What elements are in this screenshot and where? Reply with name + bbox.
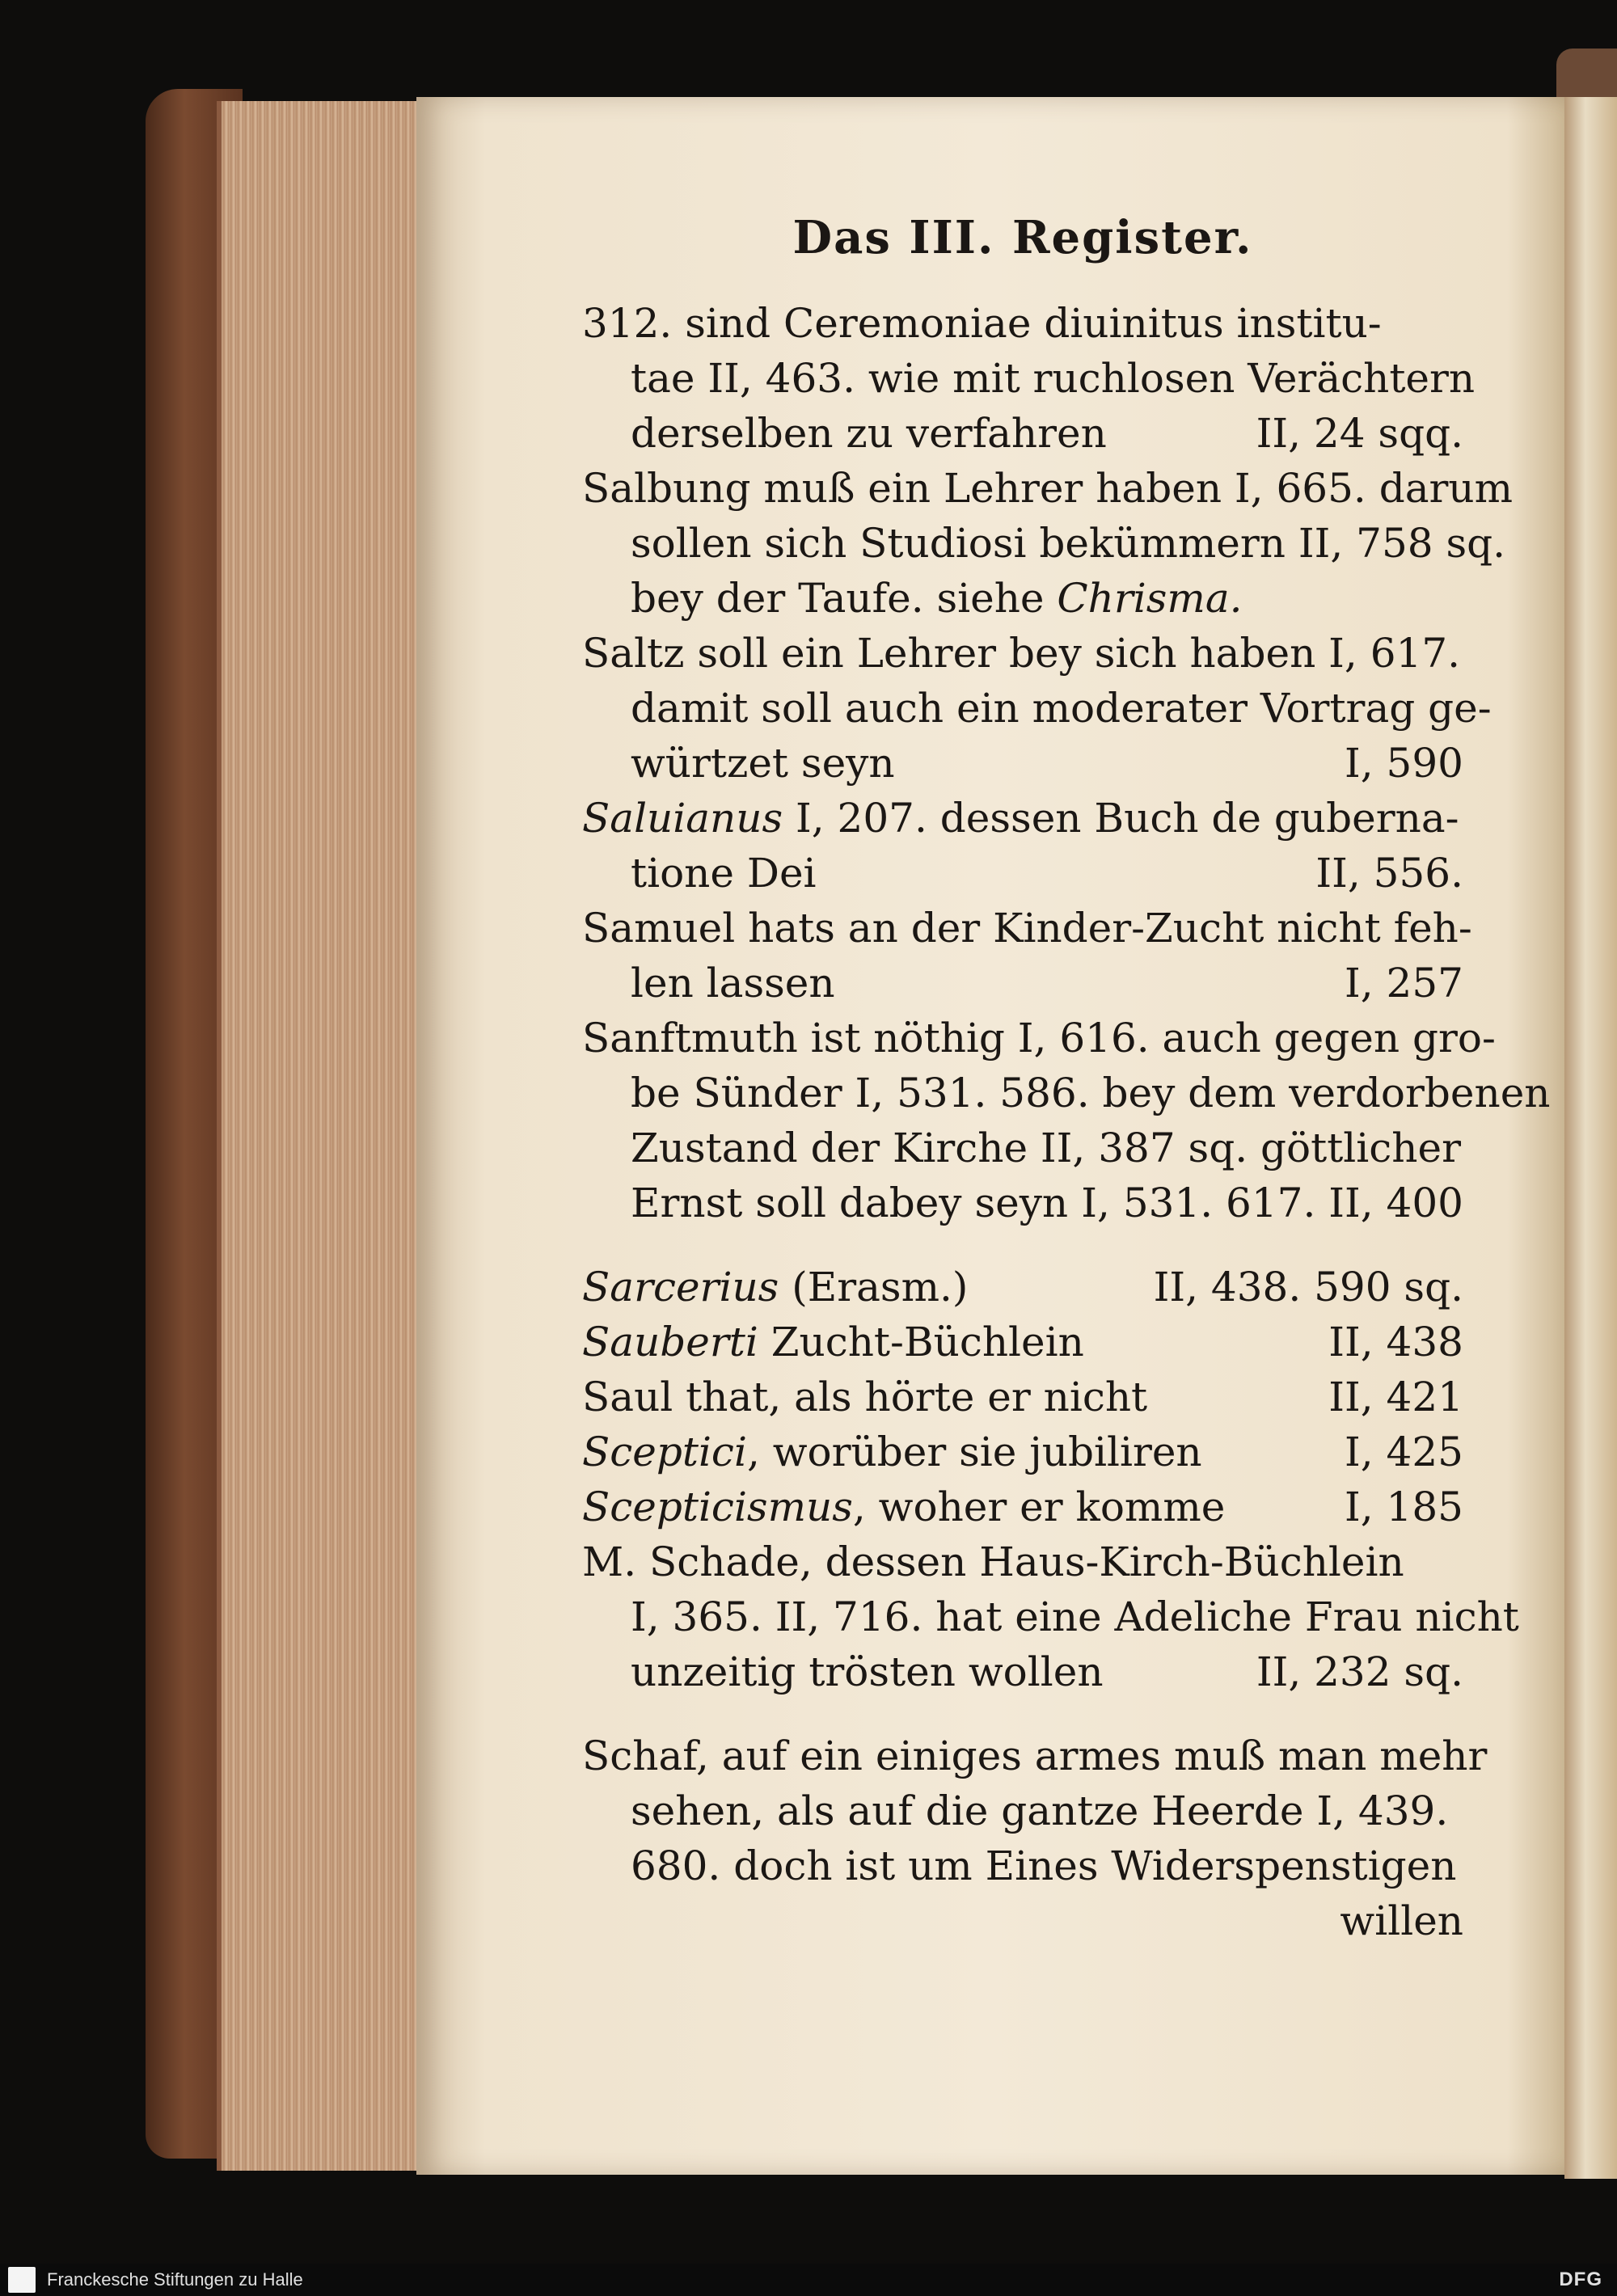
entry-text: Saltz soll ein Lehrer bey sich haben I, 617. (582, 630, 1461, 677)
register-entry (582, 901, 1472, 1011)
entry-latin-term: Sarcerius (582, 1264, 779, 1310)
register-entry (582, 1534, 1519, 1699)
entry-page-reference: I, 425 (1345, 1429, 1463, 1475)
entry-line (582, 296, 1463, 351)
dfg-logo: DFG (1559, 2269, 1602, 2290)
register-entry (582, 1370, 1463, 1424)
entry-line (582, 1121, 1463, 1175)
entry-text: Ernst soll dabey seyn (631, 1180, 1069, 1226)
entry-text: sollen sich Studiosi bekümmern II, 758 sq. (631, 520, 1506, 567)
entry-text: Salbung muß ein Lehrer haben I, 665. darum (582, 465, 1514, 512)
entry-text: Zucht-Büchlein (758, 1319, 1084, 1365)
entry-line (582, 846, 1463, 901)
entry-line (582, 406, 1463, 461)
entry-line (582, 736, 1463, 791)
entry-text: bey der Taufe. siehe (631, 575, 1058, 622)
entry-line (582, 956, 1463, 1011)
page-text (582, 186, 1551, 1948)
entry-line (582, 1260, 1463, 1315)
register-entry (582, 1424, 1463, 1479)
entry-page-reference: I, 531. 617. II, 400 (1081, 1180, 1463, 1226)
entry-text: unzeitig trösten wollen (631, 1648, 1104, 1695)
entry-page-reference: I, 185 (1345, 1484, 1463, 1530)
entry-page-reference: II, 556. (1315, 850, 1463, 897)
entry-line (582, 1838, 1463, 1893)
entry-text: Samuel hats an der Kinder-Zucht nicht feh- (582, 905, 1472, 952)
entry-text: (Erasm.) (779, 1264, 969, 1310)
entry-line (582, 571, 1463, 626)
entry-latin-term: Sceptici (582, 1429, 747, 1475)
entry-line (582, 1783, 1463, 1838)
entry-line (582, 516, 1506, 571)
institution-name: Franckesche Stiftungen zu Halle (47, 2269, 303, 2290)
entry-line (582, 901, 1472, 956)
entry-text: würtzet seyn (631, 740, 895, 787)
register-entry (582, 626, 1492, 791)
entry-line (582, 1728, 1488, 1783)
entry-line (582, 1479, 1463, 1534)
entry-line (582, 1424, 1463, 1479)
entry-line (582, 1589, 1519, 1644)
register-entries (582, 296, 1551, 1893)
entry-text: , woher er komme (852, 1484, 1226, 1530)
entry-text: , worüber sie jubiliren (746, 1429, 1202, 1475)
entry-page-reference: II, 421 (1328, 1374, 1463, 1420)
entry-text: I, 365. II, 716. hat eine Adeliche Frau nicht (631, 1593, 1519, 1640)
entry-line (582, 1534, 1463, 1589)
entry-line (582, 461, 1514, 516)
register-entry (582, 1728, 1488, 1893)
entry-line (582, 1644, 1463, 1699)
entry-text: be Sünder I, 531. 586. bey dem verdorbenen (631, 1070, 1551, 1116)
entry-page-reference: II, 24 sqq. (1256, 410, 1463, 457)
register-entry (582, 1011, 1551, 1230)
entry-line (582, 351, 1476, 406)
entry-page-reference: II, 438 (1328, 1319, 1463, 1365)
catchword: willen (1340, 1897, 1463, 1944)
institution-logo (8, 2267, 36, 2293)
entry-line (582, 1315, 1463, 1370)
entry-page-reference: I, 590 (1345, 740, 1463, 787)
entry-line (582, 791, 1463, 846)
entry-text: Zustand der Kirche II, 387 sq. göttlicher (631, 1125, 1461, 1171)
entry-line (582, 1175, 1463, 1230)
entry-text: M. Schade, dessen Haus-Kirch-Büchlein (582, 1538, 1404, 1585)
entry-text: derselben zu verfahren (631, 410, 1107, 457)
entry-text: tae II, 463. wie mit ruchlosen Verächtern (631, 355, 1476, 402)
entry-text: sehen, als auf die gantze Heerde I, 439. (631, 1787, 1449, 1834)
register-entry (582, 296, 1476, 461)
entry-page-reference: II, 232 sq. (1256, 1648, 1463, 1695)
entry-latin-term: Scepticismus (582, 1484, 853, 1530)
register-entry (582, 1479, 1463, 1534)
entry-line (582, 1370, 1463, 1424)
page-header: Das III. Register. (792, 211, 1253, 264)
entry-line (582, 1011, 1496, 1066)
entry-text: Schaf, auf ein einiges armes muß man mehr (582, 1733, 1488, 1779)
entry-text: damit soll auch ein moderater Vortrag ge- (631, 685, 1492, 732)
viewer-footer (0, 2264, 1617, 2296)
entry-text: 312. sind Ceremoniae diuinitus institu- (582, 300, 1382, 347)
entry-text: tione Dei (631, 850, 817, 897)
register-entry (582, 791, 1463, 901)
entry-page-reference: II, 438. 590 sq. (1153, 1264, 1463, 1310)
entry-latin-term: Saluianus (582, 795, 783, 842)
entry-line (582, 626, 1463, 681)
register-entry (582, 461, 1514, 626)
entry-text: Saul that, als hörte er nicht (582, 1374, 1148, 1420)
entry-line (582, 1066, 1551, 1121)
entry-page-reference: I, 257 (1345, 960, 1463, 1007)
entry-text: Sanftmuth ist nöthig I, 616. auch gegen gro- (582, 1015, 1496, 1061)
entry-line (582, 681, 1492, 736)
register-entry (582, 1315, 1463, 1370)
entry-text: 680. doch ist um Eines Widerspenstigen (631, 1842, 1457, 1889)
entry-latin-term: Sauberti (582, 1319, 758, 1365)
spine-corner (1556, 49, 1617, 97)
page-edges (217, 101, 424, 2171)
register-entry (582, 1260, 1463, 1315)
entry-cross-reference: Chrisma. (1057, 575, 1243, 622)
entry-text: I, 207. dessen Buch de guberna- (783, 795, 1459, 842)
entry-text: len lassen (631, 960, 835, 1007)
facing-page-edge (1564, 93, 1617, 2179)
